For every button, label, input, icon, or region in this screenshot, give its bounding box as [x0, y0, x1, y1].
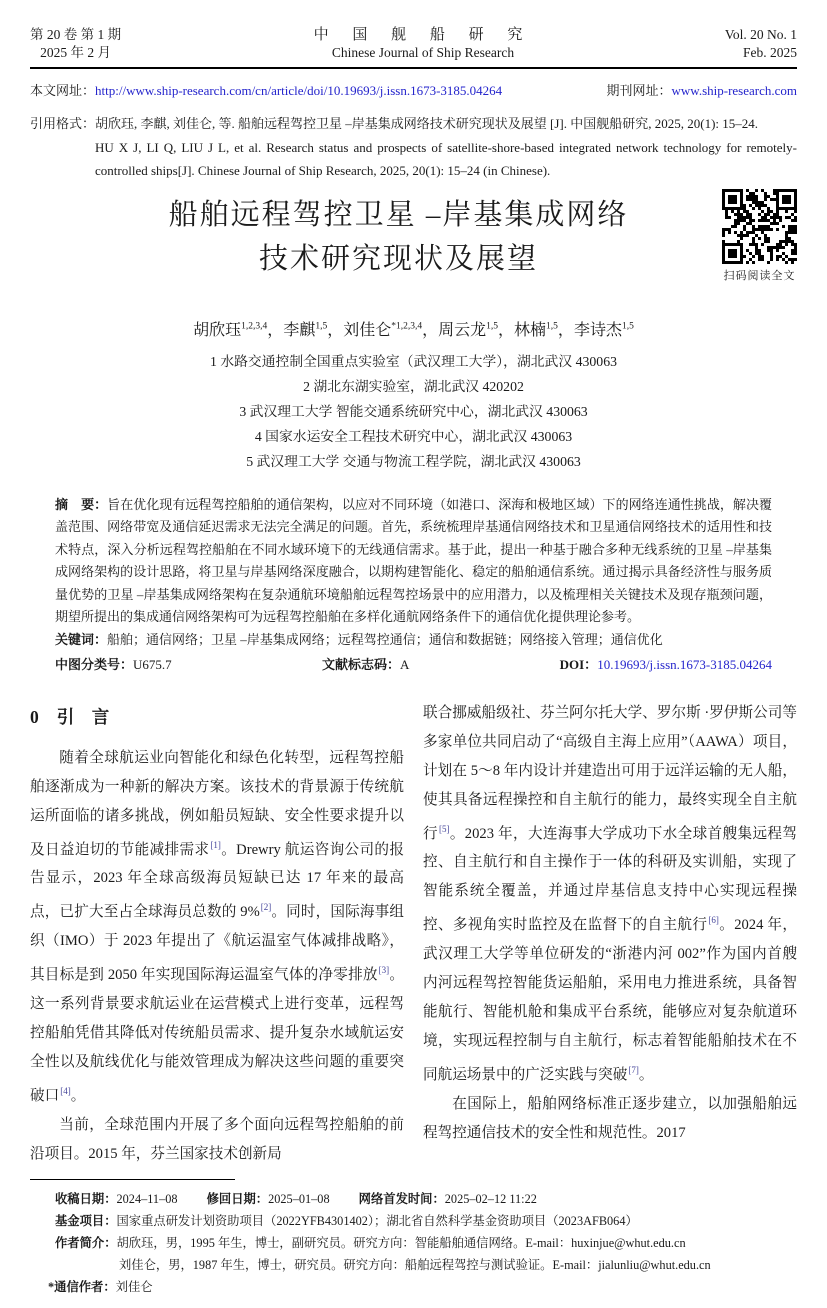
fund-row	[55, 1210, 797, 1232]
ref-marker: [1]	[210, 839, 221, 850]
author-affiliation-sup: *1,2,3,4	[391, 321, 423, 332]
journal-url-group	[606, 82, 797, 100]
online-date	[359, 1192, 537, 1206]
issue-date-cn: 2025 年 2 月	[40, 45, 111, 60]
doc-code-value: A	[399, 657, 410, 672]
dates-row	[55, 1188, 797, 1210]
body-paragraph	[30, 1111, 404, 1169]
keywords-label: 关键词：	[55, 631, 108, 647]
revised-value: 2025–01–08	[268, 1191, 330, 1206]
journal-header	[30, 26, 797, 69]
title-block	[30, 193, 797, 301]
author-separator: ，	[557, 321, 574, 339]
left-column	[30, 699, 404, 1169]
text-run: 。2023 年，大连海事大学成功下水全球首艘集远程驾控、自主航行和自主操作于一体的科研及实训船，实现了智能系统全覆盖，并通过岸基信息支持中心实现远程操控、多视角实时监控及在监督下的自主航行	[423, 825, 797, 934]
revised-date	[207, 1192, 330, 1206]
text-run: 。Drewry 航运咨询公司的报告显示，2023 年全球高级海员短缺已达 17 年来的最高点，已扩大至占全球海员总数的 9%	[30, 841, 404, 921]
qr-caption: 扫码阅读全文	[723, 269, 796, 282]
ref-marker: [6]	[708, 915, 719, 926]
ref-marker: [5]	[438, 823, 450, 834]
affiliation-line: 1 水路交通控制全国重点实验室（武汉理工大学），湖北武汉 430063	[209, 353, 617, 369]
article-title	[30, 193, 797, 281]
body-columns	[30, 699, 797, 1169]
text-run: 在国际上，船舶网络标准正逐步建立，以加强船舶远程驾控通信技术的安全性和规范性。2017	[423, 1096, 797, 1142]
text-run: 。这一系列背景要求航运业在运营模式上进行变革，远程驾控船舶凭借其降低对传统船员需求、提升复杂水域航运安全性以及航线优化与能效管理成为解决这些问题的重要突破口	[30, 967, 404, 1104]
bio-row-1	[55, 1232, 797, 1254]
qr-block	[722, 189, 797, 283]
ref-marker: [2]	[260, 902, 272, 913]
clc-value: U675.7	[133, 657, 172, 672]
author-affiliation-sup: 1,5	[546, 321, 558, 332]
footnote-block	[30, 1188, 797, 1298]
clc-item	[55, 654, 172, 677]
footnote-divider	[30, 1179, 235, 1180]
author-affiliation-sup: 1,5	[315, 321, 328, 332]
revised-label: 修回日期：	[206, 1191, 269, 1206]
author-affiliation-sup: 1,5	[621, 321, 634, 332]
section-number: 0	[30, 706, 39, 727]
author-affiliation-sup: 1,5	[486, 321, 499, 332]
issue-info	[30, 26, 121, 62]
citation-text	[95, 112, 797, 183]
citation-en: HU X J, LI Q, LIU J L, et al. Research status and prospects of satellite-shore-based integrated network technology for remotely-controlled ships[J]. Chinese Journal of Ship Research, 2025, 20(1): 15–24 (in Chinese).	[95, 139, 797, 178]
volume-info-en	[725, 26, 797, 62]
online-value: 2025–02–12 11:22	[444, 1191, 537, 1206]
received-date	[55, 1192, 178, 1206]
author-separator: ，	[498, 321, 515, 339]
volume-en: Vol. 20 No. 1	[724, 27, 797, 42]
text-run: 。	[70, 1087, 86, 1104]
qr-code	[722, 189, 797, 264]
text-run: 。2024 年，武汉理工大学等单位研发的“浙港内河 002”作为国内首艘内河远程驾控智能货运船舶，采用电力推进系统，具备智能航行、智能机舱和集成平台系统，能够应对复杂航道环境，实现远程控制与自主航行，标志着智能船舶技术在不同航运场景中的广泛实践与突破	[423, 917, 797, 1084]
author-name: 刘佳仑	[343, 321, 392, 339]
author-name: 林楠	[514, 321, 547, 339]
affiliation-line: 2 湖北东湖实验室，湖北武汉 420202	[303, 378, 524, 394]
author-separator: ，	[267, 321, 284, 339]
author-name: 周云龙	[438, 321, 487, 339]
body-paragraph	[423, 699, 797, 1091]
abstract-label: 摘 要：	[55, 496, 108, 512]
bio-label: 作者简介：	[55, 1235, 117, 1250]
journal-url-link[interactable]: www.ship-research.com	[671, 83, 797, 98]
bio-row-2: 刘佳仑，男，1987 年生，博士，研究员。研究方向：船舶远程驾控与测试验证。E-mail：jialunliu@whut.edu.cn	[119, 1257, 711, 1272]
article-url-group	[30, 82, 502, 100]
text-run: 当前，全球范围内开展了多个面向远程驾控船舶的前沿项目。2015 年，芬兰国家技术创新局	[30, 1116, 404, 1162]
clc-label: 中图分类号：	[55, 657, 134, 672]
received-value: 2024–11–08	[116, 1191, 178, 1206]
text-run: 。同时，国际海事组织（IMO）于 2023 年提出了《航运温室气体减排战略》，其目标是到 2050 年实现国际海运温室气体的净零排放	[30, 904, 404, 984]
author-separator: ，	[327, 321, 344, 339]
doc-code-label: 文献标志码：	[321, 657, 400, 672]
affiliation-line: 5 武汉理工大学 交通与物流工程学院，湖北武汉 430063	[246, 453, 581, 469]
body-paragraph	[30, 744, 404, 1111]
citation-cn: 胡欣珏, 李麒, 刘佳仑, 等. 船舶远程驾控卫星 –岸基集成网络技术研究现状及展望 [J]. 中国舰船研究, 2025, 20(1): 15–24.	[95, 116, 759, 131]
citation-block	[30, 112, 797, 183]
fund-label: 基金项目：	[55, 1213, 117, 1228]
abstract-text: 旨在优化现有远程驾控船舶的通信架构，以应对不同环境（如港口、深海和极地区域）下的网络连通性挑战，解决覆盖范围、网络带宽及通信延迟需求无法完全满足的问题。首先，系统梳理岸基通信网络技术和卫星通信网络技术的适用性和技术特点，深入分析远程驾控船舶在不同水域环境下的无线通信需求。基于此，提出一种基于融合多种无线系统的卫星 –岸基集成网络架构的设计思路，将卫星与岸基网络深度融合，以期构建智能化、稳定的船舶通信系统。通过揭示具备经济性与服务质量优势的卫星 –岸基集成网络架构在复杂通航环境船舶远程驾控场景中的应用潜力，以及梳理相关关键技术及现存瓶颈问题，期望所提出的集成通信网络架构可为远程驾控船舶在多样化通航网络条件下的通信优化提供理论参考。	[55, 496, 772, 624]
author-name: 胡欣珏	[193, 321, 242, 339]
journal-title-en: Chinese Journal of Ship Research	[331, 45, 515, 60]
article-title-line1: 船舶远程驾控卫星 –岸基集成网络	[168, 198, 629, 231]
text-run: 。	[638, 1067, 654, 1084]
doi-link[interactable]: 10.19693/j.issn.1673-3185.04264	[597, 657, 772, 672]
abstract-paragraph	[55, 494, 772, 629]
corresponding-author-row	[48, 1276, 797, 1298]
doc-code-item	[322, 654, 409, 677]
affiliation-line: 3 武汉理工大学 智能交通系统研究中心，湖北武汉 430063	[239, 403, 588, 419]
keywords-line	[55, 629, 772, 652]
classification-line	[55, 654, 772, 677]
date-en: Feb. 2025	[743, 45, 797, 60]
corresponding-author-label: *通信作者：	[48, 1279, 116, 1294]
author-affiliation-sup: 1,2,3,4	[241, 321, 268, 332]
journal-title-block	[314, 26, 533, 62]
affiliation-line: 4 国家水运安全工程技术研究中心，湖北武汉 430063	[254, 428, 573, 444]
journal-title-cn: 中 国 舰 船 研 究	[313, 27, 533, 43]
abstract-block	[55, 494, 772, 677]
text-run: 随着全球航运业向智能化和绿色化转型，远程驾控船舶逐渐成为一种新的解决方案。该技术的背景源于传统航运所面临的诸多挑战，例如船员短缺、安全性要求提升以及日益迫切的节能减排需求	[30, 749, 404, 858]
authors-line	[30, 317, 797, 340]
ref-marker: [4]	[60, 1086, 71, 1097]
section-title: 引 言	[56, 706, 110, 727]
author-separator: ，	[422, 321, 439, 339]
article-url-label: 本文网址：	[30, 83, 96, 98]
keywords-text: 船舶；通信网络；卫星 –岸基集成网络；远程驾控通信；通信和数据链；网络接入管理；通信优化	[107, 631, 663, 647]
issue-volume-cn: 第 20 卷 第 1 期	[30, 27, 122, 42]
journal-url-label: 期刊网址：	[606, 83, 672, 98]
body-paragraph	[423, 1090, 797, 1148]
citation-label: 引用格式：	[30, 116, 96, 131]
received-label: 收稿日期：	[55, 1191, 117, 1206]
ref-marker: [7]	[628, 1065, 639, 1076]
article-title-line2: 技术研究现状及展望	[258, 242, 538, 275]
article-url-link[interactable]: http://www.ship-research.com/cn/article/doi/10.19693/j.issn.1673-3185.04264	[95, 83, 503, 98]
author-name: 李诗杰	[573, 321, 622, 339]
affiliations-list	[30, 349, 797, 474]
doi-label: DOI：	[559, 657, 598, 672]
text-run: 联合挪威船级社、芬兰阿尔托大学、罗尔斯 ·罗伊斯公司等多家单位共同启动了“高级自主海上应用”（AAWA）项目，计划在 5～8 年内设计并建造出可用于远洋运输的无人船，使其具备远程操控和自主航行的能力，最终实现全自主航行	[423, 704, 797, 842]
author-name: 李麒	[283, 321, 316, 339]
section-heading	[30, 703, 404, 732]
right-column	[423, 699, 797, 1169]
doi-item	[560, 654, 772, 677]
online-label: 网络首发时间：	[358, 1191, 445, 1206]
ref-marker: [3]	[378, 965, 390, 976]
fund-value: 国家重点研发计划资助项目（2022YFB4301402）；湖北省自然科学基金资助项目（2023AFB064）	[116, 1213, 638, 1228]
corresponding-author-value: 刘佳仑	[115, 1279, 153, 1294]
url-row	[30, 82, 797, 100]
bio-value-1: 胡欣珏，男，1995 年生，博士，副研究员。研究方向：智能船舶通信网络。E-mail：huxinjue@whut.edu.cn	[116, 1235, 686, 1250]
